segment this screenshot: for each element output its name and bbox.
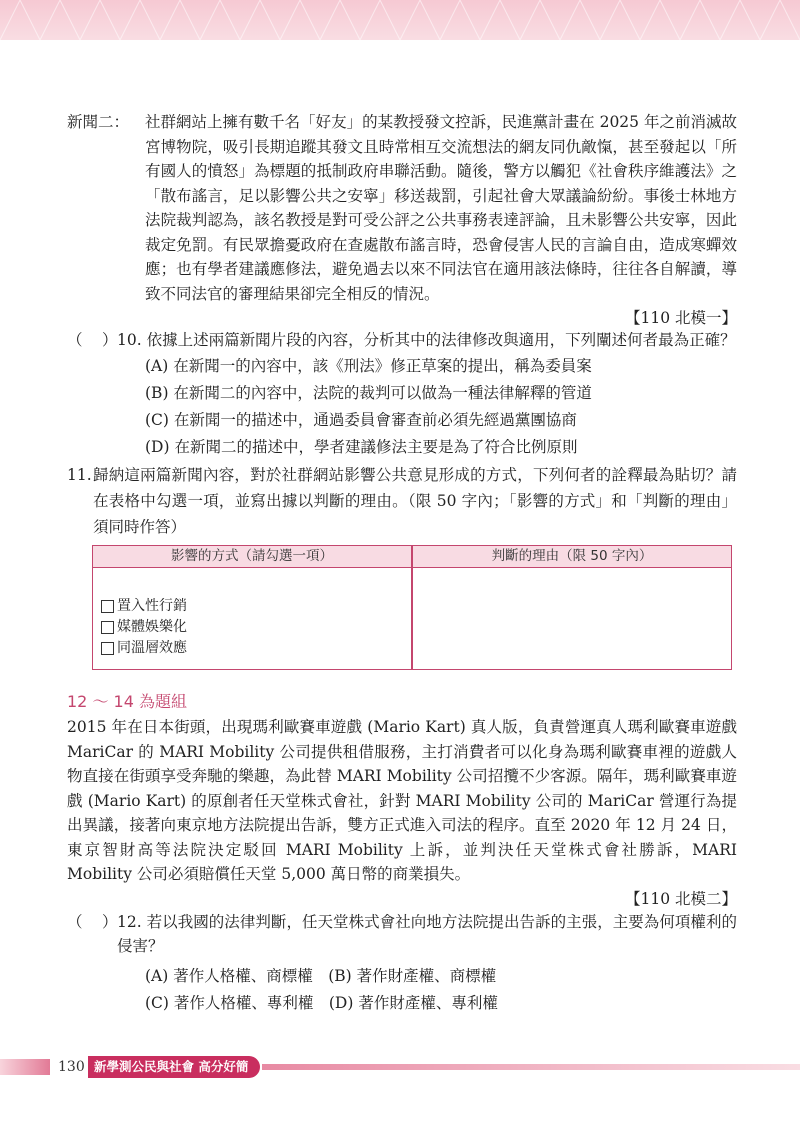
method-choices: [101, 596, 187, 659]
news-two-label: 新聞二：: [67, 113, 130, 131]
method-choice-label: 置入性行銷: [117, 598, 187, 614]
page-number: 130: [58, 1059, 85, 1075]
header-band: [0, 0, 800, 40]
news-two-source: 【110 北模一】: [624, 309, 737, 327]
news-two-text: 社群網站上擁有數千名「好友」的某教授發文控訴，民進黨計畫在 2025 年之前消滅故宮博物院，吸引長期追蹤其發文且時常相互交流想法的網友同仇敵愾，甚至發起以「所有國人的憤怒」為標題的抵制政府串聯活動。隨後，警方以觸犯《社會秩序維護法》之「散布謠言，足以影響公共之安寧」移送裁罰，引起社會大眾議論紛紛。事後士林地方法院裁判認為，該名教授是對可受公評之公共事務表達評論，且未影響公共安寧，因此裁定免罰。有民眾擔憂政府在查處散布謠言時，恐會侵害人民的言論自由，造成寒蟬效應；也有學者建議應修法，避免過去以來不同法官在適用該法條時，往往各自解讀，導致不同法官的審理結果卻完全相反的情況。: [145, 113, 737, 303]
question-10-option-c: (C) 在新聞一的描述中，通過委員會審查前必須先經過黨團協商: [145, 411, 577, 429]
method-choice[interactable]: [101, 638, 187, 659]
checkbox-icon[interactable]: [101, 600, 114, 613]
question-10-option-d: (D) 在新聞二的描述中，學者建議修法主要是為了符合比例原則: [145, 438, 578, 456]
checkbox-icon[interactable]: [101, 621, 114, 634]
answer-table: [92, 545, 732, 670]
story-text: 2015 年在日本街頭，出現瑪利歐賽車遊戲 (Mario Kart) 真人版，負責營運真人瑪利歐賽車遊戲 MariCar 的 MARI Mobility 公司提供租借服務，主打消費者可以化身為瑪利歐賽車裡的遊戲人物直接在街頭享受奔馳的樂趣，為此替 MARI Mobility 公司招攬不少客源。隔年，瑪利歐賽車遊戲 (Mario Kart) 的原創者任天堂株式會社，針對 MARI Mobility 公司的 MariCar 營運行為提出異議，接著向東京地方法院提出告訴，雙方正式進入司法的程序。直至 2020 年 12 月 24 日，東京智財高等法院決定駁回 MARI Mobility 上訴，並判決任天堂株式會社勝訴，MARI Mobility 公司必須賠償任天堂 5,000 萬日幣的商業損失。: [67, 718, 737, 883]
method-choice-label: 媒體娛樂化: [117, 619, 187, 635]
footer-right-bar: [262, 1064, 800, 1070]
method-choice-label: 同溫層效應: [117, 640, 187, 656]
question-10-option-a: (A) 在新聞一的內容中，該《刑法》修正草案的提出，稱為委員案: [145, 357, 592, 375]
question-10-stem: 10. 依據上述兩篇新聞片段的內容，分析其中的法律修改與適用，下列闡述何者最為正確？: [117, 331, 736, 349]
header-triangle-pattern: [0, 0, 800, 40]
method-choice[interactable]: [101, 617, 187, 638]
question-12-options-ab: (A) 著作人格權、商標權 (B) 著作財產權、商標權: [145, 967, 497, 985]
news-two: [67, 110, 737, 331]
footer-left-bar: [0, 1059, 50, 1075]
question-10-option-b: (B) 在新聞二的內容中，法院的裁判可以做為一種法律解釋的管道: [145, 384, 592, 402]
answer-table-col-reason: 判斷的理由（限 50 字內）: [491, 548, 653, 564]
answer-paren-open: （: [67, 913, 83, 931]
group-title: 12 ～ 14 為題組: [67, 692, 187, 711]
answer-paren-close: ）: [102, 331, 118, 349]
method-choice[interactable]: [101, 596, 187, 617]
book-title: 新學測公民與社會 高分好簡單: [88, 1056, 260, 1078]
question-10: [67, 328, 737, 354]
question-12: [67, 910, 737, 960]
page-footer: [0, 1055, 800, 1096]
answer-table-col-method: 影響的方式（請勾選一項）: [171, 548, 333, 564]
story-source: 【110 北模二】: [624, 889, 737, 908]
story-passage: [67, 715, 737, 911]
question-12-options-cd: (C) 著作人格權、專利權 (D) 著作財產權、專利權: [145, 994, 498, 1012]
question-11: [67, 462, 737, 540]
answer-paren-open: （: [67, 331, 83, 349]
question-11-number: 11.: [67, 466, 92, 484]
question-11-stem: 歸納這兩篇新聞內容，對於社群網站影響公共意見形成的方式，下列何者的詮釋最為貼切？請在表格中勾選一項，並寫出據以判斷的理由。（限 50 字內；「影響的方式」和「判斷的理由」須同時作答）: [93, 466, 737, 536]
answer-paren-close: ）: [102, 913, 118, 931]
news-two-body: [145, 110, 737, 331]
checkbox-icon[interactable]: [101, 642, 114, 655]
question-12-stem: 12. 若以我國的法律判斷，任天堂株式會社向地方法院提出告訴的主張，主要為何項權利的侵害？: [117, 913, 737, 955]
